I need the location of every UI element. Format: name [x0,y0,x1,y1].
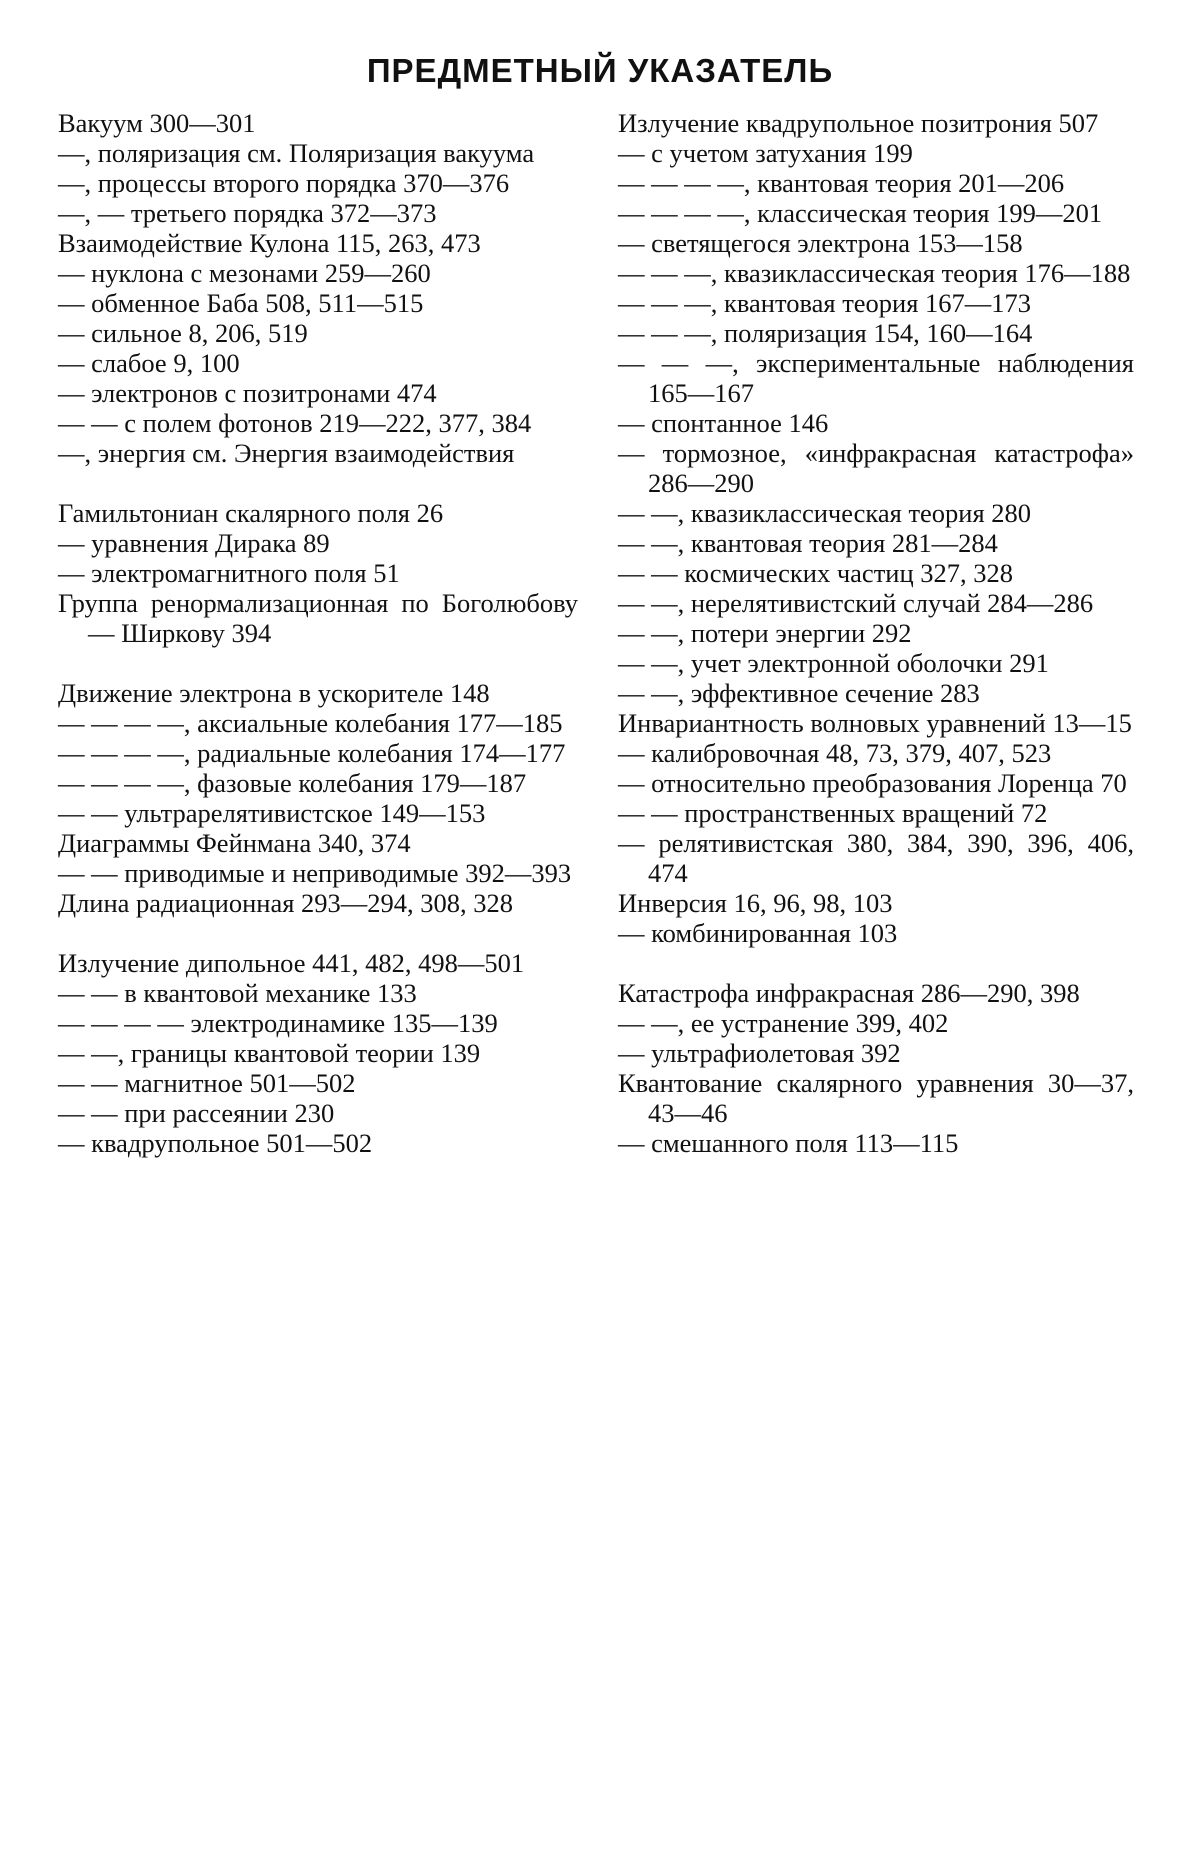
section-gap [58,918,578,948]
index-entry: — светящегося электрона 153—158 [618,228,1023,258]
index-entry: — — —, экспериментальные наблюдения 165—167 [618,348,1134,408]
index-entry: — ультрафиолетовая 392 [618,1038,901,1068]
index-entry: — электронов с позитронами 474 [58,378,437,408]
index-entry: Длина радиационная 293—294, 308, 328 [58,888,514,918]
index-entry: — слабое 9, 100 [58,348,240,378]
index-entry: Катастрофа инфракрасная 286—290, 398 [618,978,1080,1008]
index-entry: — — пространственных вращений 72 [618,798,1048,828]
index-entry: Движение электрона в ускорителе 148 [58,678,490,708]
index-entry: — уравнения Дирака 89 [58,528,330,558]
index-entry: — — — —, радиальные колебания 174—177 [58,738,566,768]
index-entry: Вакуум 300—301 [58,108,256,138]
index-entry: — — —, поляризация 154, 160—164 [618,318,1033,348]
index-entry: — —, границы квантовой теории 139 [58,1038,481,1068]
index-entry: — — —, квазиклассическая теория 176—188 [618,258,1131,288]
index-entry: Излучение дипольное 441, 482, 498—501 [58,948,525,978]
section-gap [618,948,1134,978]
index-entry: — —, потери энергии 292 [618,618,912,648]
index-entry: — — магнитное 501—502 [58,1068,356,1098]
index-entry: Излучение квадрупольное позитрония 507 [618,108,1099,138]
index-column-left [58,108,578,1158]
index-entry: Диаграммы Фейнмана 340, 374 [58,828,411,858]
index-entry: — — при рассеянии 230 [58,1098,335,1128]
index-entry: —, процессы второго порядка 370—376 [58,168,510,198]
index-entry: Гамильтониан скалярного поля 26 [58,498,444,528]
index-entry: — — в квантовой механике 133 [58,978,417,1008]
index-entry: —, энергия см. Энергия взаимодействия [58,438,515,468]
index-entry: Инвариантность волновых уравнений 13—15 [618,708,1132,738]
index-entry: — — — —, фазовые колебания 179—187 [58,768,527,798]
index-entry: — калибровочная 48, 73, 379, 407, 523 [618,738,1052,768]
index-entry: — — космических частиц 327, 328 [618,558,1014,588]
index-entry: Взаимодействие Кулона 115, 263, 473 [58,228,481,258]
index-entry: Инверсия 16, 96, 98, 103 [618,888,893,918]
section-gap [58,468,578,498]
index-entry: — —, нерелятивистский случай 284—286 [618,588,1094,618]
index-entry: — тормозное, «инфракрасная катастрофа» 286—290 [618,438,1134,498]
index-entry: — с учетом затухания 199 [618,138,913,168]
index-entry: — —, ее устранение 399, 402 [618,1008,949,1038]
index-column-right [618,108,1134,1158]
index-entry: —, поляризация см. Поляризация вакуума [58,138,535,168]
index-entry: — комбинированная 103 [618,918,898,948]
index-entry: — релятивистская 380, 384, 390, 396, 406, 474 [618,828,1134,888]
index-entry: — — —, квантовая теория 167—173 [618,288,1032,318]
index-entry: — — — — электродинамике 135—139 [58,1008,498,1038]
index-entry: —, — третьего порядка 372—373 [58,198,437,228]
index-entry: — электромагнитного поля 51 [58,558,400,588]
index-entry: — — — —, классическая теория 199—201 [618,198,1103,228]
index-entry: — смешанного поля 113—115 [618,1128,959,1158]
index-entry: — — ультрарелятивистское 149—153 [58,798,486,828]
section-gap [58,648,578,678]
index-entry: — — с полем фотонов 219—222, 377, 384 [58,408,532,438]
index-entry: — обменное Баба 508, 511—515 [58,288,424,318]
index-entry: — —, учет электронной оболочки 291 [618,648,1049,678]
index-entry: — — — —, аксиальные колебания 177—185 [58,708,563,738]
index-entry: — — — —, квантовая теория 201—206 [618,168,1065,198]
page-title: ПРЕДМЕТНЫЙ УКАЗАТЕЛЬ [366,52,834,89]
index-entry: — спонтанное 146 [618,408,829,438]
index-entry: — —, эффективное сечение 283 [618,678,980,708]
index-entry: — — приводимые и неприводимые 392—393 [58,858,572,888]
index-entry: — относительно преобразования Лоренца 70 [618,768,1127,798]
index-entry: — нуклона с мезонами 259—260 [58,258,431,288]
index-entry: — —, квантовая теория 281—284 [618,528,998,558]
index-entry: Группа ренормализационная по Боголюбову — Ширкову 394 [58,588,578,648]
index-entry: Квантование скалярного уравнения 30—37, 43—46 [618,1068,1134,1128]
index-entry: — квадрупольное 501—502 [58,1128,373,1158]
index-entry: — —, квазиклассическая теория 280 [618,498,1032,528]
index-entry: — сильное 8, 206, 519 [58,318,308,348]
